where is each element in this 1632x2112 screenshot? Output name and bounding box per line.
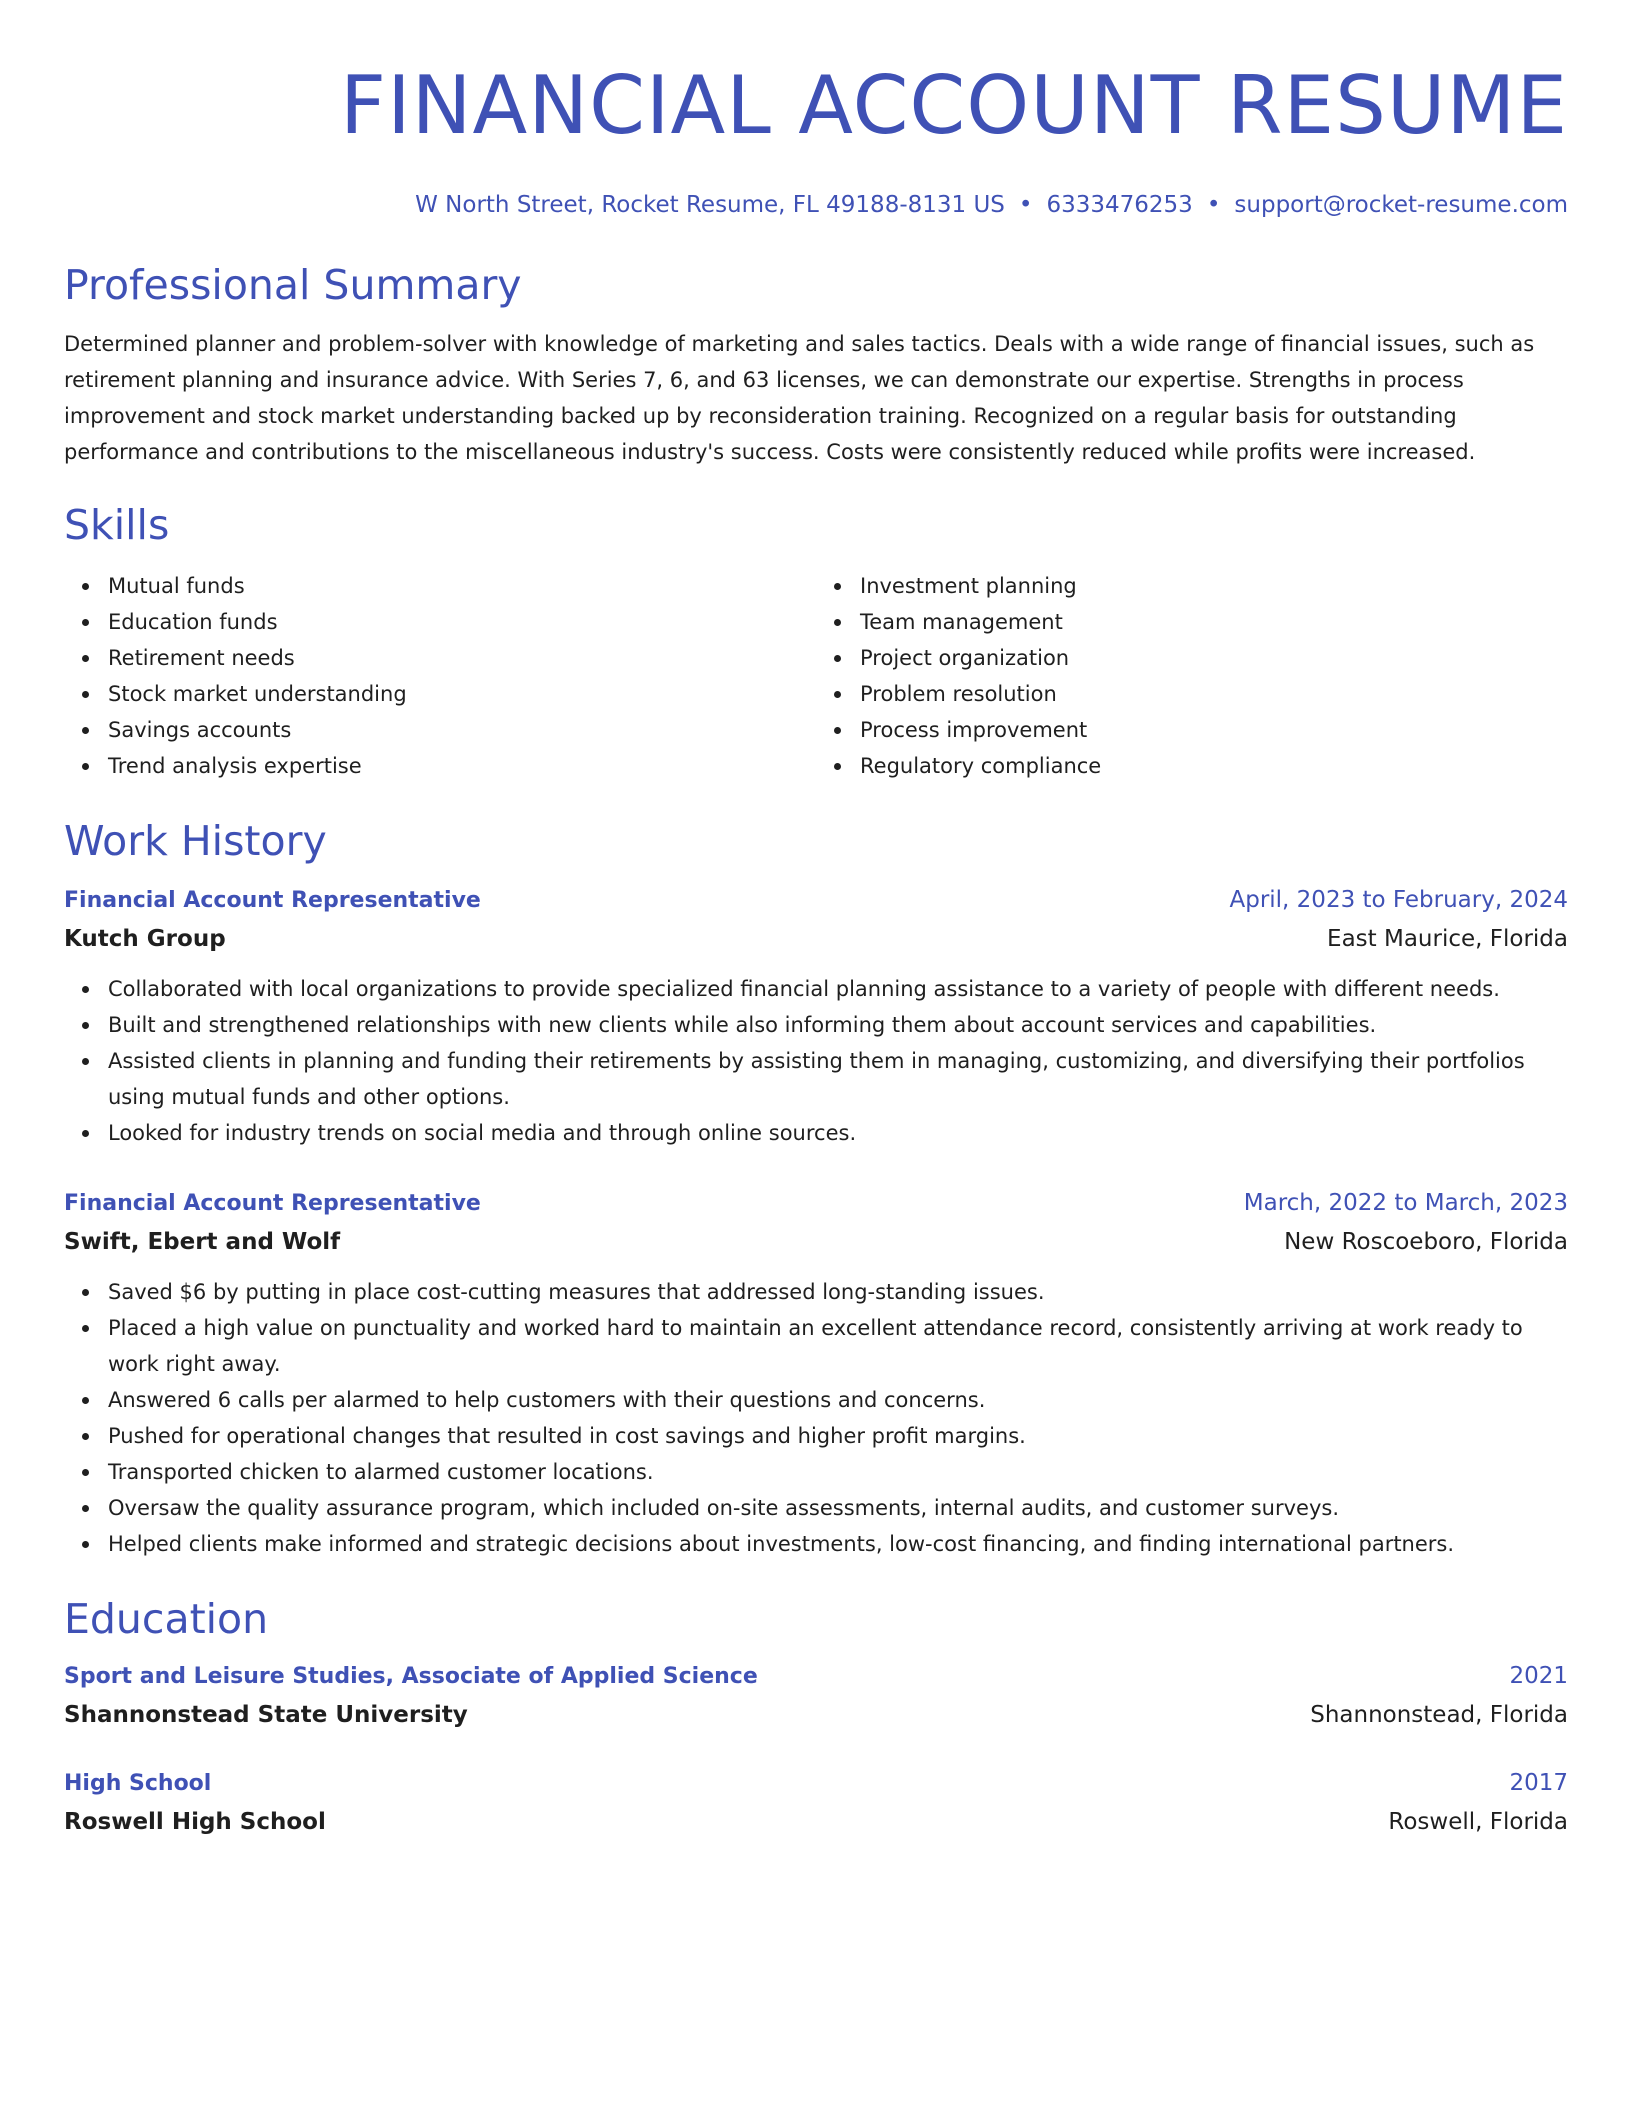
job-duties-list — [64, 971, 1568, 1151]
skills-grid — [64, 568, 1568, 784]
section-heading-education: Education — [64, 1595, 269, 1643]
education-header-row — [64, 1658, 1568, 1695]
job-duty-item: Helped clients make informed and strategic decisions about investments, low-cost financing, and finding international partners. — [108, 1526, 1568, 1562]
job-duty-item: Oversaw the quality assurance program, which included on-site assessments, internal audits, and customer surveys. — [108, 1490, 1568, 1526]
summary-text: Determined planner and problem-solver with knowledge of marketing and sales tactics. Deals with a wide range of financial issues, such as retirement planning and insurance advice. With Series 7, 6, and 63 licenses, we can demonstrate our expertise. Strengths in process improvement and stock market understanding backed up by reconsideration training. Recognized on a regular basis for outstanding performance and contributions to the miscellaneous industry's success. Costs were consistently reduced while profits were increased. — [64, 332, 1535, 464]
skill-item: Mutual funds — [108, 568, 816, 604]
job-duty-item: Pushed for operational changes that resulted in cost savings and higher profit margins. — [108, 1418, 1568, 1454]
job-location: East Maurice, Florida — [1327, 926, 1568, 952]
job-company-row — [64, 1222, 1568, 1262]
resume-title: FINANCIAL ACCOUNT RESUME — [340, 59, 1568, 152]
professional-summary-section — [64, 258, 1568, 470]
resume-header — [64, 0, 1568, 220]
education-header-row — [64, 1765, 1568, 1802]
job-title: Financial Account Representative — [64, 888, 481, 913]
skill-item: Regulatory compliance — [860, 748, 1568, 784]
contact-phone: 6333476253 — [1046, 192, 1193, 218]
skill-item: Retirement needs — [108, 640, 816, 676]
skills-column-left — [64, 568, 816, 784]
skills-list-left — [64, 568, 816, 784]
job-title: Financial Account Representative — [64, 1191, 481, 1216]
skill-item: Team management — [860, 604, 1568, 640]
skill-item: Savings accounts — [108, 712, 816, 748]
skill-item: Investment planning — [860, 568, 1568, 604]
education-school-row — [64, 1695, 1568, 1735]
job-location: New Roscoeboro, Florida — [1284, 1229, 1568, 1255]
section-heading-work: Work History — [64, 817, 327, 865]
job-entry — [64, 882, 1568, 1151]
job-duty-item: Assisted clients in planning and funding their retirements by assisting them in managing, customizing, and diversifying their portfolios using mutual funds and other options. — [108, 1043, 1568, 1115]
education-degree: Sport and Leisure Studies, Associate of Applied Science — [64, 1664, 758, 1689]
skills-section — [64, 498, 1568, 784]
job-entry — [64, 1185, 1568, 1562]
education-entry — [64, 1765, 1568, 1842]
education-location: Roswell, Florida — [1388, 1809, 1568, 1835]
section-heading-summary: Professional Summary — [64, 261, 522, 309]
skills-column-right — [816, 568, 1568, 784]
education-school-row — [64, 1802, 1568, 1842]
job-company-row — [64, 919, 1568, 959]
job-duty-item: Collaborated with local organizations to provide specialized financial planning assistance to a variety of people with different needs. — [108, 971, 1568, 1007]
skills-list-right — [816, 568, 1568, 784]
job-header-row — [64, 882, 1568, 919]
skill-item: Project organization — [860, 640, 1568, 676]
job-header-row — [64, 1185, 1568, 1222]
skill-item: Stock market understanding — [108, 676, 816, 712]
contact-separator: • — [1018, 192, 1033, 218]
work-history-section — [64, 814, 1568, 1562]
education-degree: High School — [64, 1771, 212, 1796]
skill-item: Process improvement — [860, 712, 1568, 748]
job-duties-list — [64, 1274, 1568, 1562]
education-entry — [64, 1658, 1568, 1735]
job-company: Kutch Group — [64, 926, 226, 952]
contact-line — [64, 190, 1568, 220]
education-location: Shannonstead, Florida — [1310, 1702, 1568, 1728]
job-duty-item: Answered 6 calls per alarmed to help customers with their questions and concerns. — [108, 1382, 1568, 1418]
job-duty-item: Saved $6 by putting in place cost-cutting measures that addressed long-standing issues. — [108, 1274, 1568, 1310]
contact-separator: • — [1206, 192, 1221, 218]
skill-item: Education funds — [108, 604, 816, 640]
education-school: Shannonstead State University — [64, 1702, 468, 1728]
skill-item: Problem resolution — [860, 676, 1568, 712]
education-school: Roswell High School — [64, 1809, 326, 1835]
job-duty-item: Looked for industry trends on social media and through online sources. — [108, 1115, 1568, 1151]
education-year: 2017 — [1509, 1770, 1568, 1796]
job-duty-item: Built and strengthened relationships with new clients while also informing them about account services and capabilities. — [108, 1007, 1568, 1043]
job-duty-item: Placed a high value on punctuality and worked hard to maintain an excellent attendance record, consistently arriving at work ready to work right away. — [108, 1310, 1568, 1382]
section-heading-skills: Skills — [64, 501, 170, 549]
education-year: 2021 — [1509, 1663, 1568, 1689]
job-duty-item: Transported chicken to alarmed customer locations. — [108, 1454, 1568, 1490]
job-dates: March, 2022 to March, 2023 — [1243, 1190, 1568, 1216]
education-section — [64, 1592, 1568, 1842]
skill-item: Trend analysis expertise — [108, 748, 816, 784]
contact-address: W North Street, Rocket Resume, FL 49188-8131 US — [415, 192, 1005, 218]
job-company: Swift, Ebert and Wolf — [64, 1229, 341, 1255]
job-dates: April, 2023 to February, 2024 — [1229, 887, 1568, 913]
contact-email: support@rocket-resume.com — [1234, 192, 1568, 218]
